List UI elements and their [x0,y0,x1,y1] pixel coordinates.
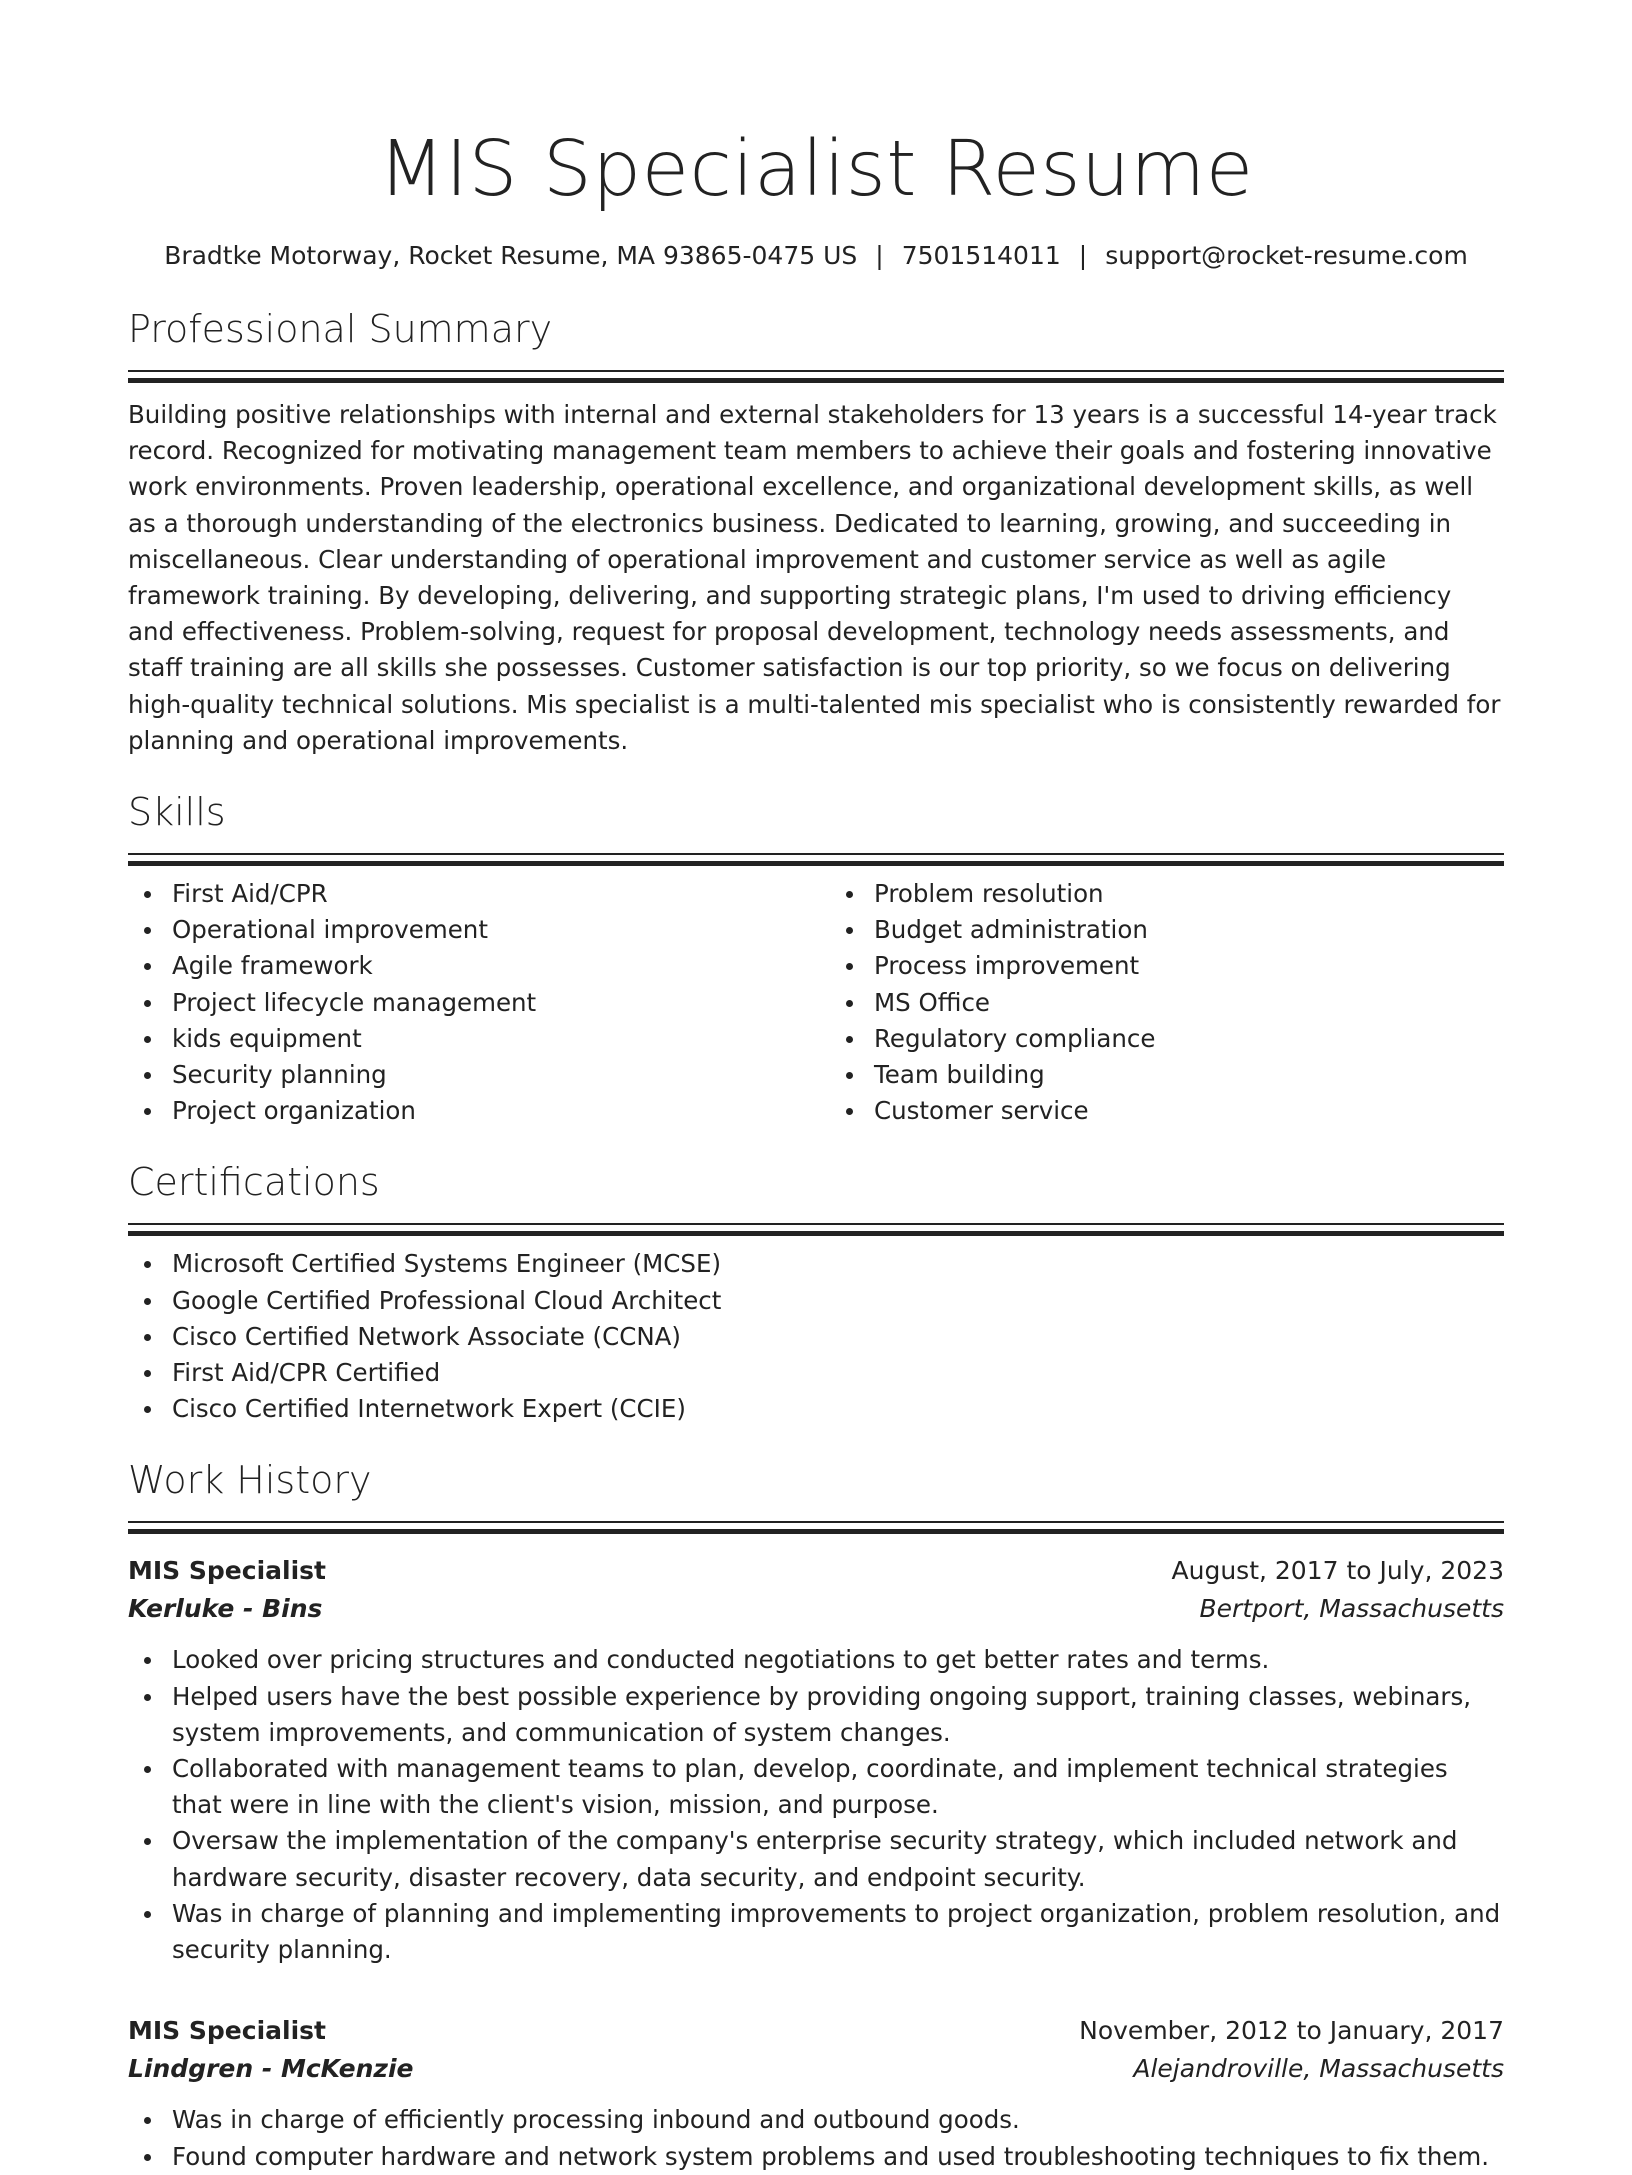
skill-item: Team building [830,1057,1504,1093]
job-bullet: Collaborated with management teams to plan, develop, coordinate, and implement technical strategies that were in line with the client's vision, mission, and purpose. [128,1751,1504,1823]
certifications-list [128,1246,1504,1427]
job-title: MIS Specialist [128,2016,326,2046]
job-location: Bertport, Massachusetts [1199,1594,1504,1624]
skills-list-left [128,876,816,1129]
contact-separator: | [1078,241,1088,270]
skill-item: First Aid/CPR [128,876,816,912]
job-entry [128,2012,1504,2174]
section-divider [128,1521,1504,1534]
certification-item: First Aid/CPR Certified [128,1355,1504,1391]
work-history-section [128,1453,1504,2174]
skill-item: Customer service [830,1093,1504,1129]
job-subheader-row [128,2050,1504,2088]
job-dates: August, 2017 to July, 2023 [1171,1556,1504,1586]
job-bullet: Helped users have the best possible experience by providing ongoing support, training classes, webinars, system improvements, and communication of system changes. [128,1679,1504,1751]
summary-heading: Professional Summary [128,307,553,351]
skills-grid [128,876,1504,1129]
job-title: MIS Specialist [128,1556,326,1586]
skills-heading: Skills [128,790,226,835]
skill-item: Problem resolution [830,876,1504,912]
skill-item: Security planning [128,1057,816,1093]
job-location: Alejandroville, Massachusetts [1133,2054,1504,2084]
contact-address: Bradtke Motorway, Rocket Resume, MA 93865-0475 US [164,241,858,270]
job-entry [128,1552,1504,1968]
skill-item: MS Office [830,985,1504,1021]
summary-text: Building positive relationships with internal and external stakeholders for 13 years is a successful 14-year track record. Recognized for motivating management team members to achieve their goals and fostering innovative work environments. Proven leadership, operational excellence, and organizational development skills, as well as a thorough understanding of the electronics business. Dedicated to learning, growing, and succeeding in miscellaneous. Clear understanding of operational improvement and customer service as well as agile framework training. By developing, delivering, and supporting strategic plans, I'm used to driving efficiency and effectiveness. Problem-solving, request for proposal development, technology needs assessments, and staff training are all skills she possesses. Customer satisfaction is our top priority, so we focus on delivering high-quality technical solutions. Mis specialist is a multi-talented mis specialist who is consistently rewarded for planning and operational improvements. [128,400,1501,755]
job-bullet: Oversaw the implementation of the company's enterprise security strategy, which included network and hardware security, disaster recovery, data security, and endpoint security. [128,1823,1504,1895]
section-divider [128,370,1504,383]
job-subheader-row [128,1590,1504,1628]
skill-item: Agile framework [128,948,816,984]
job-bullet: Found computer hardware and network system problems and used troubleshooting techniques to fix them. [128,2139,1504,2175]
skill-item: Process improvement [830,948,1504,984]
page-title: MIS Specialist Resume [378,125,1254,214]
skill-item: Regulatory compliance [830,1021,1504,1057]
job-bullets [128,2102,1504,2174]
job-bullets [128,1642,1504,1968]
contact-line [128,236,1504,276]
certification-item: Cisco Certified Network Associate (CCNA) [128,1319,1504,1355]
certifications-section [128,1155,1504,1427]
skill-item: Budget administration [830,912,1504,948]
job-header-row [128,2012,1504,2050]
work-history-heading: Work History [128,1458,372,1503]
skill-item: kids equipment [128,1021,816,1057]
job-dates: November, 2012 to January, 2017 [1079,2016,1504,2046]
certification-item: Cisco Certified Internetwork Expert (CCIE) [128,1391,1504,1427]
contact-separator: | [875,241,884,270]
job-bullet: Looked over pricing structures and conducted negotiations to get better rates and terms. [128,1642,1504,1678]
skills-list-right [816,876,1504,1129]
certification-item: Microsoft Certified Systems Engineer (MCSE) [128,1246,1504,1282]
skill-item: Project lifecycle management [128,985,816,1021]
certification-item: Google Certified Professional Cloud Architect [128,1283,1504,1319]
job-bullet: Was in charge of efficiently processing inbound and outbound goods. [128,2102,1504,2138]
contact-email: support@rocket-resume.com [1105,241,1468,270]
section-divider [128,853,1504,866]
certifications-heading: Certifications [128,1160,380,1205]
job-bullet: Was in charge of planning and implementing improvements to project organization, problem resolution, and security planning. [128,1896,1504,1968]
skills-section [128,785,1504,1129]
job-header-row [128,1552,1504,1590]
section-divider [128,1223,1504,1236]
skill-item: Operational improvement [128,912,816,948]
summary-section [128,302,1504,759]
job-company: Kerluke - Bins [128,1594,323,1624]
skill-item: Project organization [128,1093,816,1129]
contact-phone: 7501514011 [901,241,1061,270]
job-company: Lindgren - McKenzie [128,2054,414,2084]
